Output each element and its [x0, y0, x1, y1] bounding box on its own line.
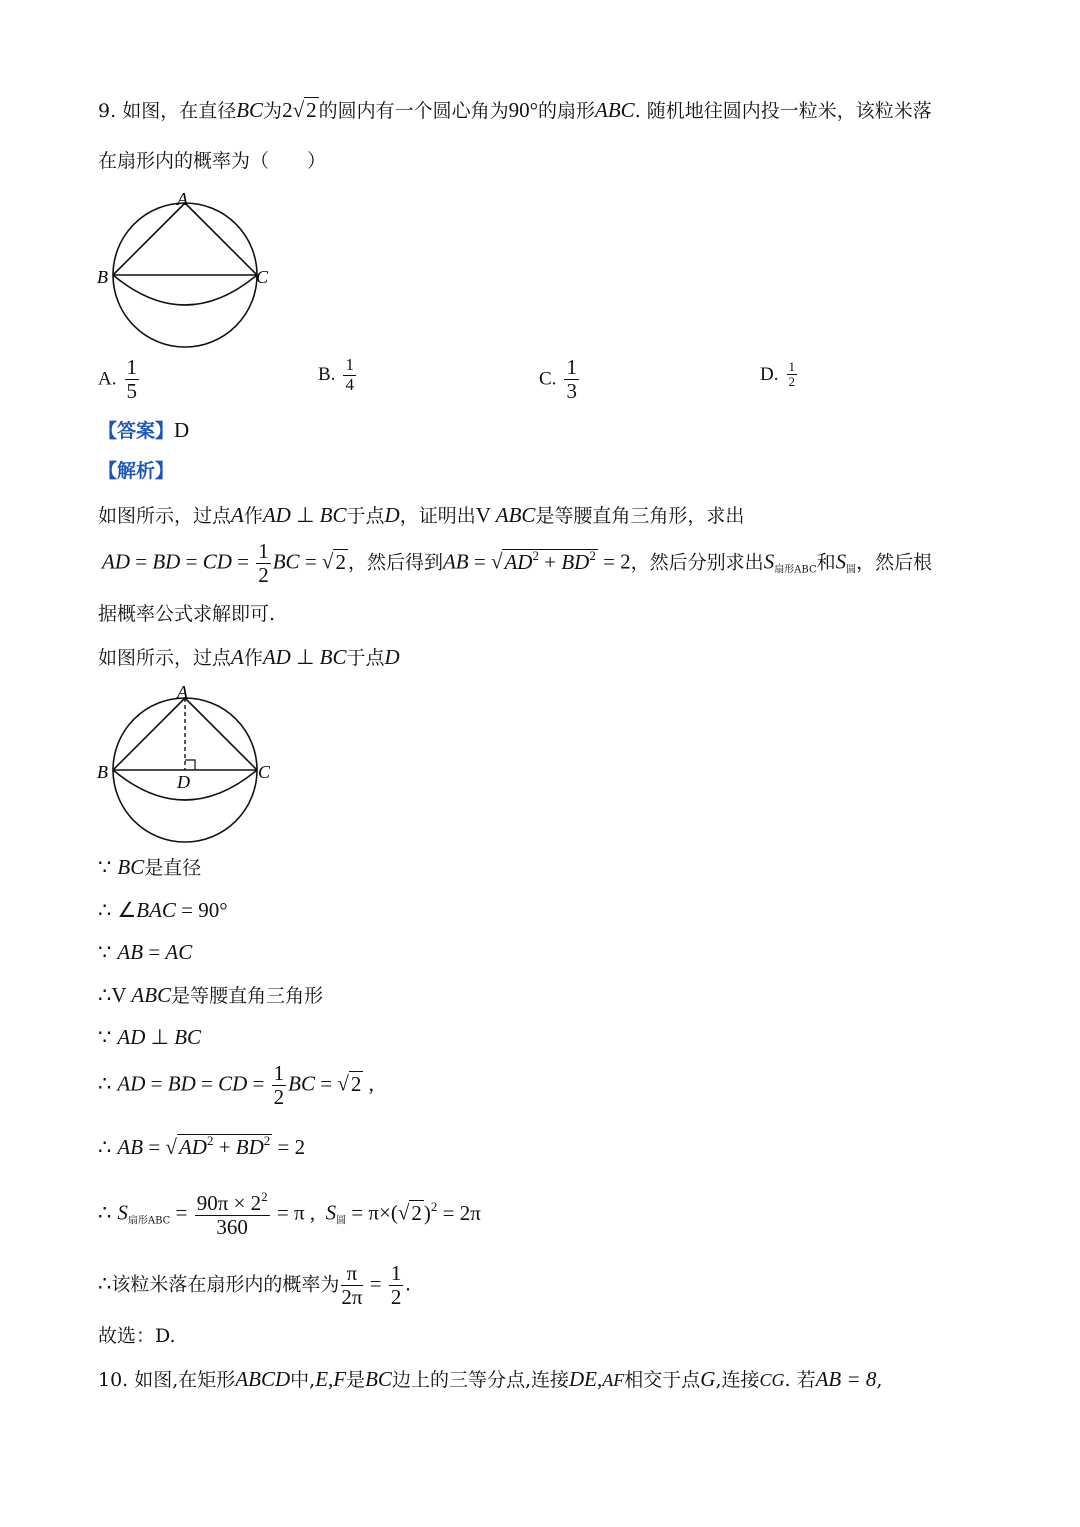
question-9-stem-line1: 9. 如图，在直径BC为2√2 的圆内有一个圆心角为90°的扇形ABC. 随机地往圆内投一粒米，该粒米落 [98, 98, 932, 122]
analysis-figure [95, 680, 280, 845]
question-9-figure [95, 185, 280, 350]
proof-step-4: ∴V ABC是等腰直角三角形 [98, 983, 324, 1007]
option-d[interactable]: D. $\frac{1}{2}$ [760, 359, 796, 390]
analysis-line3: 据概率公式求解即可. [98, 603, 276, 625]
figure-label-b: B [97, 267, 108, 287]
figure2-label-b: B [97, 762, 108, 782]
analysis-line2: AD = BD = CD = $\frac{1}{2}$ BC = √2 ，然后得到AB = $√AD^2 + BD^2 = 2$，然后分别求出$S_{扇形ABC}$和$S_圆$，然后根 [102, 539, 933, 588]
proof-step-1: ∵ BC是直径 [98, 855, 202, 879]
proof-step-7: ∴ AB = $√AD^2 + BD^2 = 2$ [98, 1133, 306, 1159]
figure-label-c: C [256, 267, 269, 287]
answer-line: 【答案】D [98, 418, 190, 442]
proof-step-3: ∵ AB = AC [98, 940, 193, 964]
analysis-tag: 【解析】 [98, 460, 175, 482]
option-a[interactable]: A. $\frac{1}{5}$ [98, 355, 138, 404]
proof-step-8: ∴ $S_{扇形ABC}$ = $\frac{90\pi \times 2^2}{360}$ = π , $S_圆 = \pi\times(√2)^2 = 2\pi$ [98, 1189, 481, 1240]
analysis-line1: 如图所示，过点A作AD ⊥ BC于点D，证明出V ABC是等腰直角三角形，求出 [98, 503, 745, 527]
figure2-label-a: A [177, 682, 188, 702]
proof-step-2: ∴ ∠BAC = 90° [98, 898, 228, 922]
option-c[interactable]: C. $\frac{1}{3}$ [539, 355, 577, 404]
option-b[interactable]: B. $\frac{1}{4}$ [318, 355, 354, 394]
analysis-line4: 如图所示，过点A作AD ⊥ BC于点D [98, 645, 400, 669]
proof-step-6: ∴ AD = BD = CD = $\frac{1}{2}$ BC = √2 , [98, 1061, 374, 1110]
proof-step-9: ∴该粒米落在扇形内的概率为 $\frac{\pi}{2\pi}$ = $\frac{1}{2}$ . [98, 1261, 411, 1310]
proof-step-5: ∵ AD ⊥ BC [98, 1025, 202, 1049]
question-9-stem-line2: 在扇形内的概率为（ ） [98, 150, 327, 172]
figure2-label-d: D [177, 772, 190, 792]
figure2-label-c: C [258, 762, 271, 782]
question-10-stem: 10. 如图,在矩形ABCD中,E,F是BC边上的三等分点,连接DE,AF相交于点G,连接CG. 若AB = 8, [98, 1367, 883, 1391]
figure-label-a: A [177, 189, 188, 209]
final-choice: 故选：D. [98, 1325, 176, 1347]
